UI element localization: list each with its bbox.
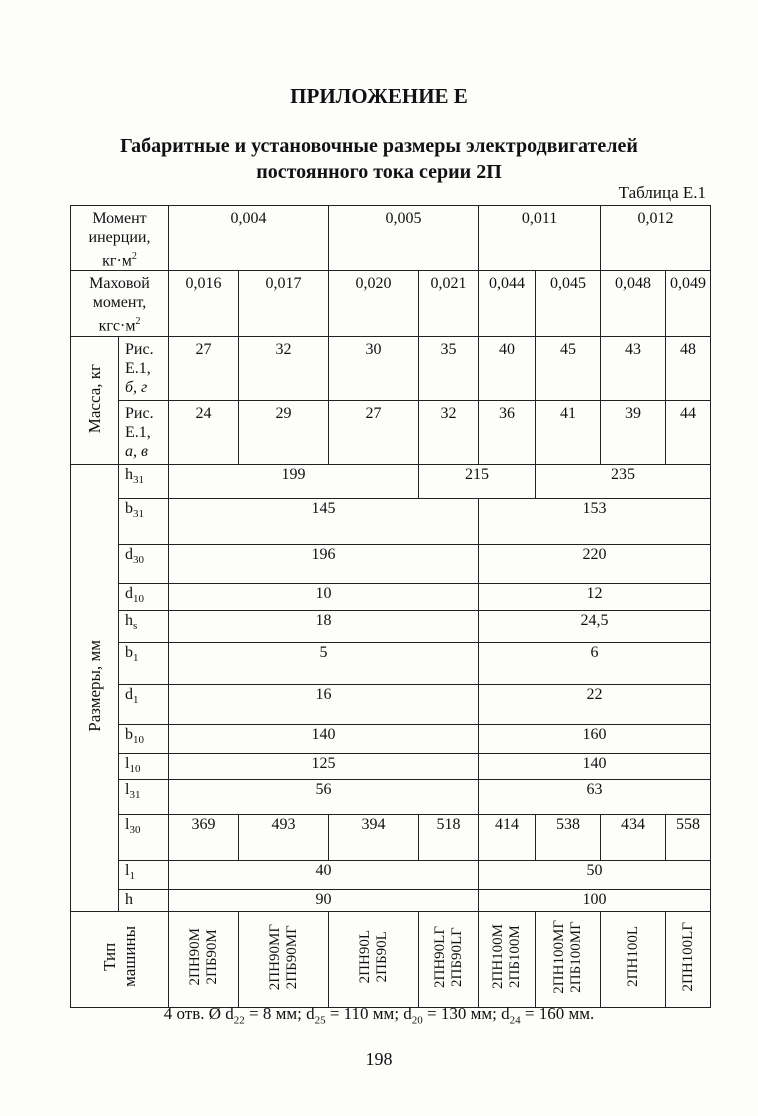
table-cell: 90 (169, 889, 479, 911)
table-row (71, 779, 711, 814)
table-cell: 100 (479, 889, 711, 911)
table-cell: 140 (479, 753, 711, 779)
table-caption (0, 133, 758, 185)
table-label: Таблица Е.1 (618, 183, 706, 202)
table-cell: 39 (601, 401, 666, 465)
table-cell: 27 (169, 337, 239, 401)
machine-type-cell: 2ПН100М 2ПБ100М (479, 911, 536, 1007)
table-row (71, 610, 711, 642)
footnote: 4 отв. Ø $d_{22} = 8$ мм; $d_{25} = 110$ мм; $d_{20} = 130$ мм; $d_{24} = 160$ мм. (163, 1004, 595, 1027)
table-row (71, 753, 711, 779)
appendix-heading: ПРИЛОЖЕНИЕ Е (290, 84, 468, 108)
table-cell: 0,048 (601, 271, 666, 337)
table-cell: 215 (419, 465, 536, 499)
table-cell: 56 (169, 779, 479, 814)
param-b31: $b_{31}$ (119, 499, 169, 545)
inertia-header: Момент инерции, $кг\cdot м^2$ (71, 206, 169, 271)
table-row (71, 889, 711, 911)
mass-group-label: Масса, кг (71, 337, 119, 465)
table-cell: 0,016 (169, 271, 239, 337)
machine-type-cell: 2ПН90МГ 2ПБ90МГ (239, 911, 329, 1007)
machine-type-cell: 2ПН100МГ 2ПБ100МГ (536, 911, 601, 1007)
table-cell: 43 (601, 337, 666, 401)
table-cell: 29 (239, 401, 329, 465)
caption-line-1: Габаритные и установочные размеры электродвигателей (120, 135, 638, 157)
table-cell: 394 (329, 814, 419, 860)
table-cell: 63 (479, 779, 711, 814)
machine-type-cell: 2ПН100L (601, 911, 666, 1007)
table-row (71, 271, 711, 337)
table-cell: 32 (239, 337, 329, 401)
machine-type-cell: 2ПН100LГ (666, 911, 711, 1007)
table-cell: 220 (479, 545, 711, 584)
table-row (71, 642, 711, 684)
param-hs: $h_s$ (119, 610, 169, 642)
flywheel-header: Маховой момент, $кгс\cdot м^2$ (71, 271, 169, 337)
table-cell: 518 (419, 814, 479, 860)
param-d1: $d_1$ (119, 684, 169, 724)
table-cell: 24,5 (479, 610, 711, 642)
table-cell: 35 (419, 337, 479, 401)
machine-type-cell: 2ПН90LГ 2ПБ90LГ (419, 911, 479, 1007)
table-row (71, 911, 711, 1007)
table-cell: 18 (169, 610, 479, 642)
table-cell: 0,005 (329, 206, 479, 271)
table-cell: 235 (536, 465, 711, 499)
param-h31: $h_{31}$ (119, 465, 169, 499)
param-l1: $l_1$ (119, 860, 169, 889)
table-cell: 434 (601, 814, 666, 860)
table-cell: 0,020 (329, 271, 419, 337)
table-cell: 32 (419, 401, 479, 465)
table-cell: 36 (479, 401, 536, 465)
table-cell: 0,044 (479, 271, 536, 337)
table-cell: 30 (329, 337, 419, 401)
param-h: h (119, 889, 169, 911)
table-row (71, 499, 711, 545)
table-cell: 0,004 (169, 206, 329, 271)
table-cell: 16 (169, 684, 479, 724)
table-cell: 0,045 (536, 271, 601, 337)
table-row (71, 465, 711, 499)
table-row (71, 814, 711, 860)
table-cell: 24 (169, 401, 239, 465)
machine-type-cell: 2ПН90М 2ПБ90М (169, 911, 239, 1007)
table-cell: 558 (666, 814, 711, 860)
table-cell: 153 (479, 499, 711, 545)
table-cell: 44 (666, 401, 711, 465)
table-cell: 6 (479, 642, 711, 684)
machine-type-cell: 2ПН90L 2ПБ90L (329, 911, 419, 1007)
table-cell: 12 (479, 584, 711, 610)
table-cell: 10 (169, 584, 479, 610)
table-row (71, 684, 711, 724)
table-cell: 5 (169, 642, 479, 684)
dimensions-table (70, 205, 711, 1008)
table-cell: 48 (666, 337, 711, 401)
table-cell: 0,021 (419, 271, 479, 337)
table-row (71, 401, 711, 465)
table-cell: 27 (329, 401, 419, 465)
table-row (71, 337, 711, 401)
table-cell: 0,049 (666, 271, 711, 337)
table-cell: 0,012 (601, 206, 711, 271)
param-d30: $d_{30}$ (119, 545, 169, 584)
table-row (71, 206, 711, 271)
table-cell: 40 (169, 860, 479, 889)
table-row (71, 724, 711, 753)
mass-row-1-label: Рис. Е.1, б, г (119, 337, 169, 401)
param-b1: $b_1$ (119, 642, 169, 684)
table-cell: 199 (169, 465, 419, 499)
table-cell: 414 (479, 814, 536, 860)
table-cell: 125 (169, 753, 479, 779)
table-cell: 493 (239, 814, 329, 860)
mass-row-2-label: Рис. Е.1, а, в (119, 401, 169, 465)
caption-line-2: постоянного тока серии 2П (256, 161, 502, 183)
table-row (71, 584, 711, 610)
dimensions-group-label: Размеры, мм (71, 465, 119, 911)
table-cell: 140 (169, 724, 479, 753)
table-cell: 50 (479, 860, 711, 889)
table-row (71, 545, 711, 584)
param-l31: $l_{31}$ (119, 779, 169, 814)
table-cell: 160 (479, 724, 711, 753)
page-number: 198 (365, 1049, 393, 1069)
table-cell: 45 (536, 337, 601, 401)
param-l30: $l_{30}$ (119, 814, 169, 860)
table-cell: 196 (169, 545, 479, 584)
table-cell: 538 (536, 814, 601, 860)
table-cell: 145 (169, 499, 479, 545)
table-row (71, 860, 711, 889)
machine-type-header: Тип машины (71, 911, 169, 1007)
table-cell: 369 (169, 814, 239, 860)
param-b10: $b_{10}$ (119, 724, 169, 753)
table-cell: 0,011 (479, 206, 601, 271)
table-cell: 41 (536, 401, 601, 465)
table-cell: 0,017 (239, 271, 329, 337)
param-l10: $l_{10}$ (119, 753, 169, 779)
param-d10: $d_{10}$ (119, 584, 169, 610)
table-cell: 40 (479, 337, 536, 401)
table-cell: 22 (479, 684, 711, 724)
